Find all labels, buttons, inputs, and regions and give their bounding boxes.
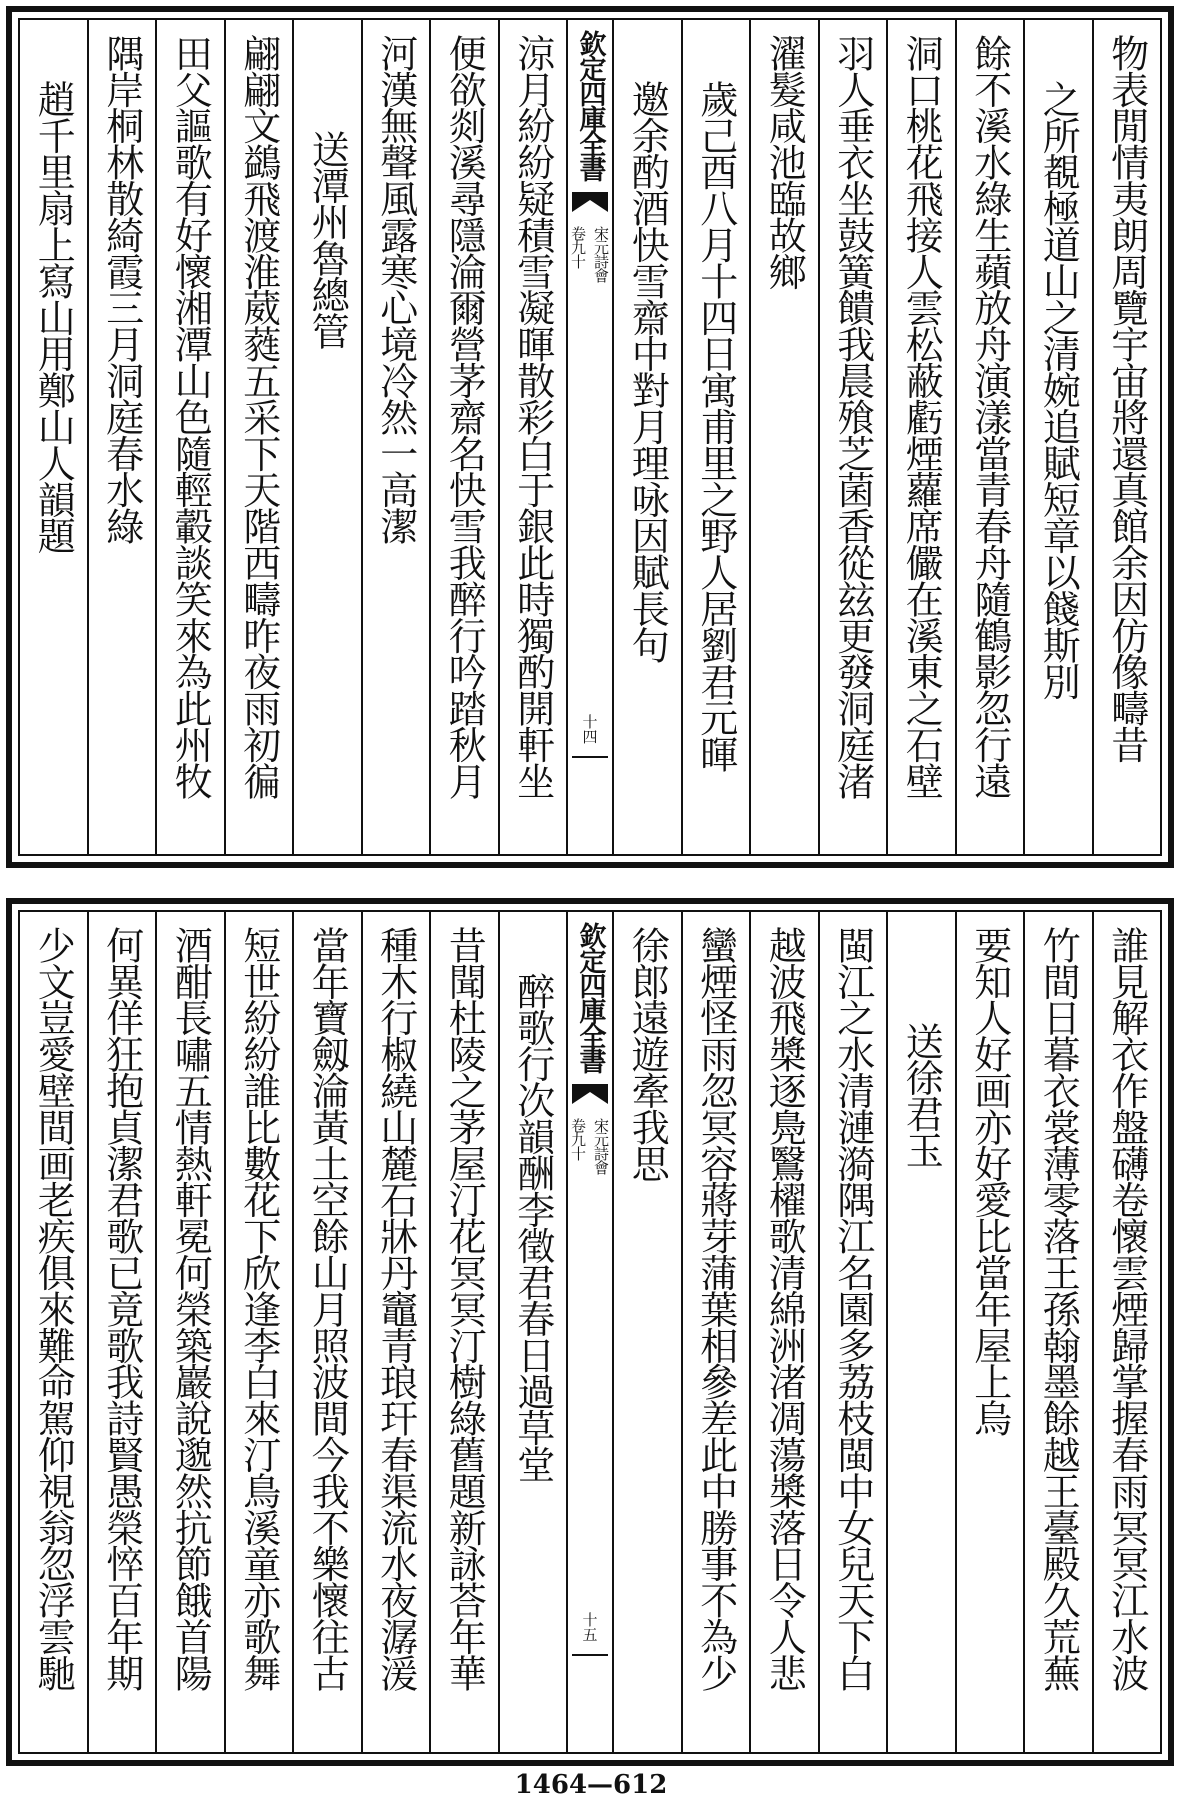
text-column <box>87 20 156 854</box>
center-fold-column <box>566 912 612 1752</box>
column-text: 翩翩文鷁飛渡淮葳蕤五采下天階西疇昨夜雨初徧 <box>236 34 281 799</box>
page-top-columns <box>18 18 1162 856</box>
text-column <box>20 912 87 1752</box>
column-text: 蠻煙怪雨忽冥容蔣芽蒲葉相參差此中勝事不為少 <box>693 926 738 1691</box>
column-text: 當年寶劔淪黃土空餘山月照波間今我不樂懷往古 <box>305 926 350 1691</box>
column-text: 送徐君玉 <box>899 1022 944 1168</box>
column-text: 竹間日暮衣裳薄零落王孫翰墨餘越王臺殿久荒蕪 <box>1036 926 1081 1691</box>
fold-rule <box>572 756 608 758</box>
text-column <box>886 912 955 1752</box>
column-text: 短世紛紛誰比數花下欣逢李白來汀鳥溪童亦歌舞 <box>236 926 281 1691</box>
text-column <box>886 20 955 854</box>
page-number-footer: 1464—612 <box>514 1770 668 1800</box>
fishtail-mark-icon <box>570 188 610 216</box>
column-text: 洞口桃花飛接人雲松蔽虧煙蘿席儼在溪東之石壁 <box>899 34 944 799</box>
column-text: 餘不溪水綠生蘋放舟演漾當青春舟隨鶴影忽行遠 <box>967 34 1012 799</box>
volume-number: 卷九十 <box>569 226 587 268</box>
leaf-number: 十四 <box>580 714 599 744</box>
fold-rule <box>572 1654 608 1656</box>
column-text: 醉歌行次韻酬李徵君春日過草堂 <box>510 972 555 1482</box>
text-column <box>818 912 887 1752</box>
column-text: 少文豈愛壁間画老疾俱來難命駕仰視翁忽浮雲馳 <box>31 926 76 1691</box>
text-column <box>361 20 430 854</box>
text-column <box>955 20 1024 854</box>
column-text: 涼月紛紛疑積雪凝暉散彩白于銀此時獨酌開軒坐 <box>510 34 555 799</box>
text-column <box>681 912 750 1752</box>
column-text: 羽人垂衣坐鼓簧饋我晨飱芝菌香從玆更發洞庭渚 <box>830 34 875 799</box>
book-title: 欽定四庫全書 <box>574 922 606 1072</box>
volume-number: 卷九十 <box>569 1118 587 1160</box>
volume-label <box>568 226 612 282</box>
text-column <box>612 912 681 1752</box>
column-text: 何異佯狂抱貞潔君歌已竟歌我詩賢愚榮悴百年期 <box>99 926 144 1691</box>
page-bottom-columns <box>18 910 1162 1754</box>
leaf-number: 十五 <box>580 1612 599 1642</box>
text-column <box>749 20 818 854</box>
text-column <box>681 20 750 854</box>
column-text: 要知人好画亦好愛比當年屋上烏 <box>967 926 1012 1436</box>
text-column <box>498 912 567 1752</box>
column-text: 酒酣長嘯五情熱軒冕何榮築巖說邈然抗節餓首陽 <box>168 926 213 1691</box>
text-column <box>429 912 498 1752</box>
text-column <box>498 20 567 854</box>
column-text: 歲己酉八月十四日寓甫里之野人居劉君元暉 <box>693 80 738 772</box>
column-text: 便欲剡溪尋隱淪爾營茅齋名快雪我醉行吟踏秋月 <box>442 34 487 799</box>
column-text: 趙千里扇上寫山用鄭山人韻題 <box>31 80 76 554</box>
book-title: 欽定四庫全書 <box>574 30 606 180</box>
text-column <box>955 912 1024 1752</box>
text-column <box>224 20 293 854</box>
column-text: 昔聞杜陵之茅屋汀花冥冥汀樹綠舊題新詠荅年華 <box>442 926 487 1691</box>
collection-name: 宋元詩會 <box>592 226 610 282</box>
column-text: 誰見解衣作盤礴卷懷雲煙歸掌握春雨冥冥江水波 <box>1104 926 1149 1691</box>
column-text: 邀余酌酒快雪齋中對月理咏因賦長句 <box>625 80 670 663</box>
text-column <box>361 912 430 1752</box>
text-column <box>429 20 498 854</box>
text-column <box>224 912 293 1752</box>
volume-label <box>568 1118 612 1174</box>
column-text: 田父謳歌有好懷湘潭山色隨輕轂談笑來為此州牧 <box>168 34 213 799</box>
text-column <box>155 912 224 1752</box>
column-text: 徐郎遠遊牽我思 <box>625 926 670 1181</box>
text-column <box>155 20 224 854</box>
column-text: 物表閒情夷朗周覽宇宙將還真館余因仿像疇昔 <box>1104 34 1149 763</box>
column-text: 種木行椒繞山麓石牀丹竈青琅玕春渠流水夜潺湲 <box>373 926 418 1691</box>
column-text: 閩江之水清漣漪隅江名園多荔枝閩中女兒天下白 <box>830 926 875 1691</box>
text-column <box>1023 912 1092 1752</box>
column-text: 送潭州魯總管 <box>305 130 350 349</box>
column-text: 河漢無聲風露寒心境冷然一高潔 <box>373 34 418 544</box>
text-column <box>292 20 361 854</box>
text-column <box>1023 20 1092 854</box>
center-fold-column <box>566 20 612 854</box>
column-text: 隅岸桐林散綺霞三月洞庭春水綠 <box>99 34 144 544</box>
text-column <box>612 20 681 854</box>
page-top <box>6 6 1174 868</box>
text-column <box>1092 912 1161 1752</box>
fishtail-mark-icon <box>570 1080 610 1108</box>
column-text: 越波飛槳逐鳧鷖櫂歌清綿洲渚凋蕩槳落日令人悲 <box>762 926 807 1691</box>
collection-name: 宋元詩會 <box>592 1118 610 1174</box>
column-text: 之所覩極道山之清婉追賦短章以餞斯別 <box>1036 80 1081 699</box>
column-text: 濯髮咸池臨故鄉 <box>762 34 807 289</box>
text-column <box>749 912 818 1752</box>
text-column <box>818 20 887 854</box>
text-column <box>20 20 87 854</box>
page-bottom <box>6 898 1174 1766</box>
text-column <box>1092 20 1161 854</box>
text-column <box>292 912 361 1752</box>
text-column <box>87 912 156 1752</box>
